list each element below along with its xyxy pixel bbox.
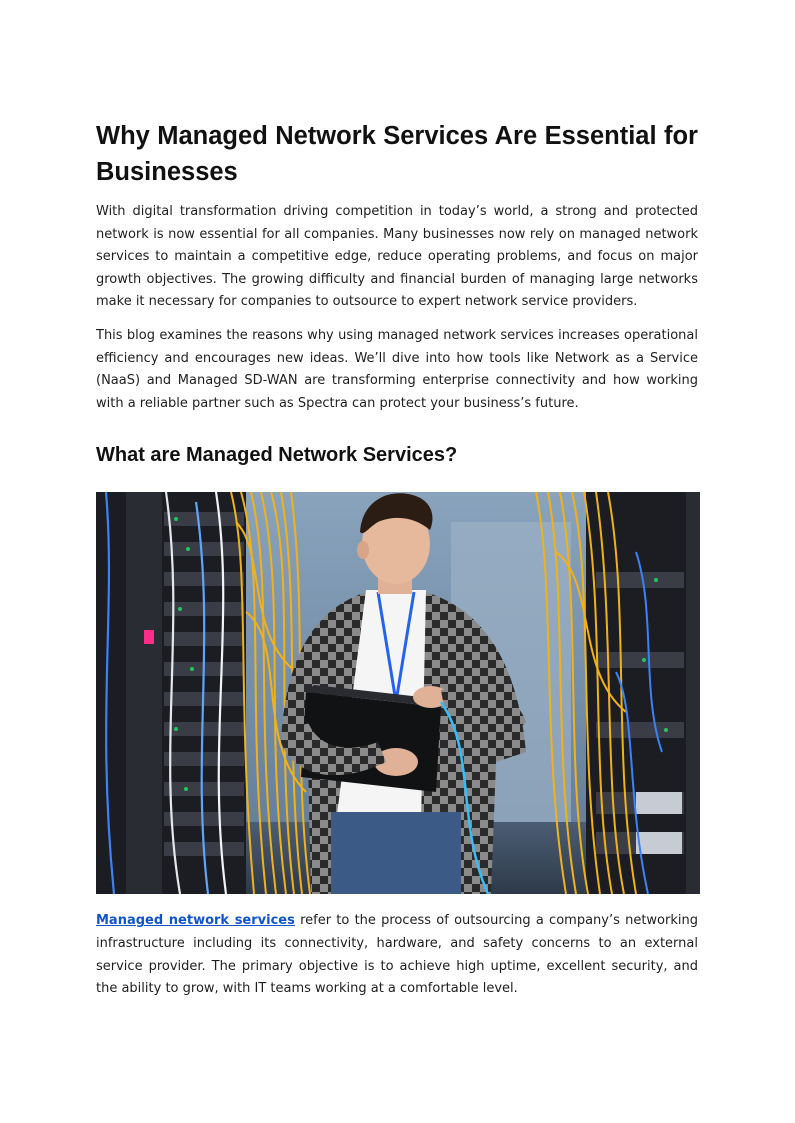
intro-paragraph-2: This blog examines the reasons why using managed network services increases operational efficiency and encourages new ideas. We’ll dive into how tools like Network as a Service (NaaS) and Managed SD-WAN are transforming enterprise connectivity and how working with a reliable partner such as Spectra can protect your business’s future.: [96, 327, 698, 411]
intro-paragraph-1: With digital transformation driving competition in today’s world, a strong and protected network is now essential for all companies. Many businesses now rely on managed network services to maintain a competitive edge, reduce operating problems, and focus on major growth objectives. The growing difficulty and financial burden of managing large networks make it necessary for companies to outsource to expert network service providers.: [96, 204, 698, 310]
section-heading: What are Managed Network Services?: [96, 444, 458, 467]
section-paragraph-text: refer to the process of outsourcing a company’s networking infrastructure including its connectivity, hardware, and safety concerns to an external service provider. The primary objective is to achieve high uptime, excellent security, and the ability to grow, with IT teams working at a comfortable level.: [96, 913, 698, 997]
managed-network-services-link[interactable]: Managed network services: [96, 913, 295, 929]
hero-image-technician-server-room: [96, 492, 700, 894]
section-paragraph: [96, 910, 698, 1000]
document-page: [96, 118, 698, 1012]
article-title: Why Managed Network Services Are Essential for Businesses: [96, 122, 698, 186]
